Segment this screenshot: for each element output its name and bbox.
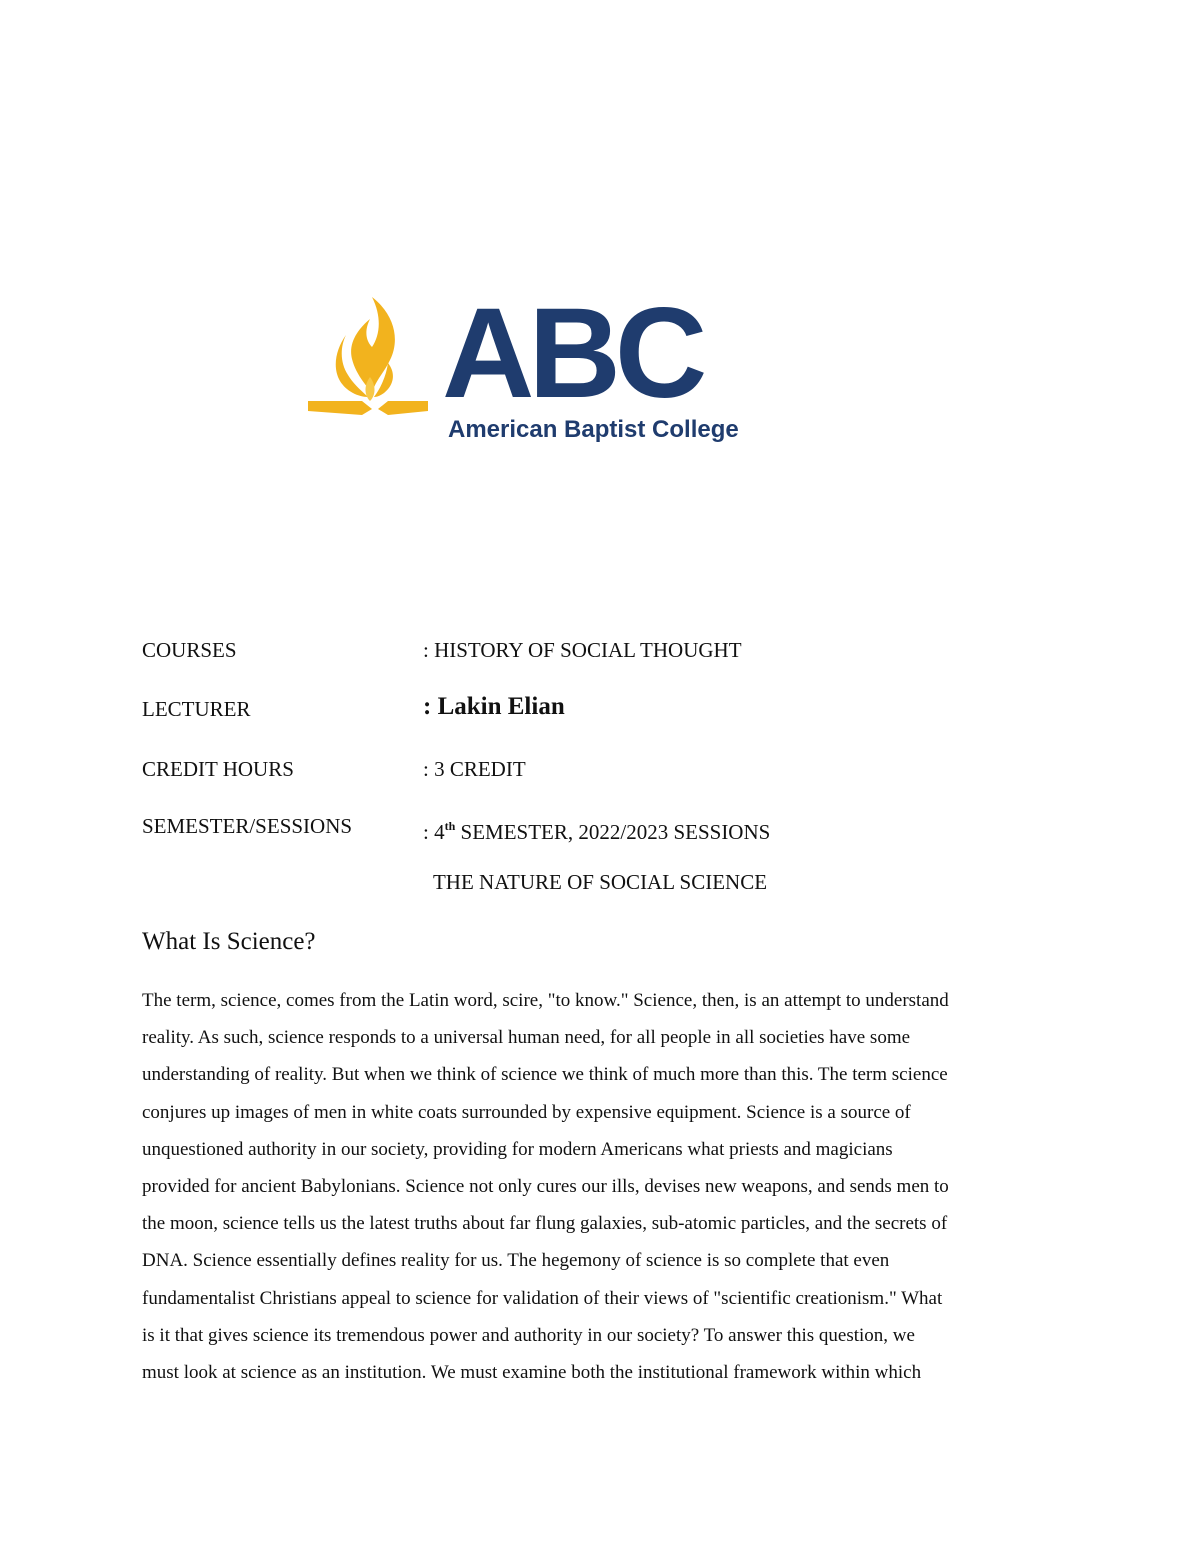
paragraph-line: the moon, science tells us the latest truths about far flung galaxies, sub-atomic particles, and the secrets of	[142, 1213, 948, 1235]
semester-ordinal-suffix: th	[444, 819, 456, 833]
college-logo	[300, 285, 850, 445]
credit-hours-value: : 3 CREDIT	[423, 757, 526, 781]
semester-label: SEMESTER/SESSIONS	[142, 814, 353, 838]
body-paragraph	[142, 982, 1057, 1391]
semester-value-prefix: : 4	[423, 820, 445, 844]
paragraph-line: must look at science as an institution. We must examine both the institutional framework within which	[142, 1362, 922, 1384]
paragraph-line: unquestioned authority in our society, providing for modern Americans what priests and magicians	[142, 1138, 893, 1160]
semester-value-rest: SEMESTER, 2022/2023 SESSIONS	[455, 820, 771, 844]
flame-icon	[336, 297, 395, 401]
document-title: THE NATURE OF SOCIAL SCIENCE	[432, 870, 768, 894]
semester-value	[423, 813, 770, 845]
paragraph-line: understanding of reality. But when we think of science we think of much more than this. The term science	[142, 1064, 948, 1086]
paragraph-line: is it that gives science its tremendous power and authority in our society? To answer this question, we	[142, 1324, 915, 1346]
lecturer-label: LECTURER	[142, 697, 251, 721]
logo-monogram: ABC	[442, 285, 702, 425]
courses-label: COURSES	[142, 638, 237, 662]
courses-value: : HISTORY OF SOCIAL THOUGHT	[423, 638, 742, 662]
lecturer-value: : Lakin Elian	[423, 693, 565, 720]
paragraph-line: fundamentalist Christians appeal to science for validation of their views of "scientific creationism." What	[142, 1287, 943, 1309]
paragraph-line: provided for ancient Babylonians. Science not only cures our ills, devises new weapons, and sends men to	[142, 1176, 949, 1198]
college-logo-image	[300, 285, 850, 445]
paragraph-line: DNA. Science essentially defines reality for us. The hegemony of science is so complete that even	[142, 1250, 890, 1272]
section-heading: What Is Science?	[142, 928, 316, 955]
paragraph-line: conjures up images of men in white coats surrounded by expensive equipment. Science is a source of	[142, 1101, 911, 1123]
credit-hours-label: CREDIT HOURS	[142, 757, 294, 781]
paragraph-line: reality. As such, science responds to a universal human need, for all people in all societies have some	[142, 1027, 911, 1049]
paragraph-line: The term, science, comes from the Latin word, scire, "to know." Science, then, is an attempt to understand	[142, 990, 949, 1011]
logo-college-name: American Baptist College	[448, 416, 739, 443]
book-icon	[308, 401, 428, 415]
